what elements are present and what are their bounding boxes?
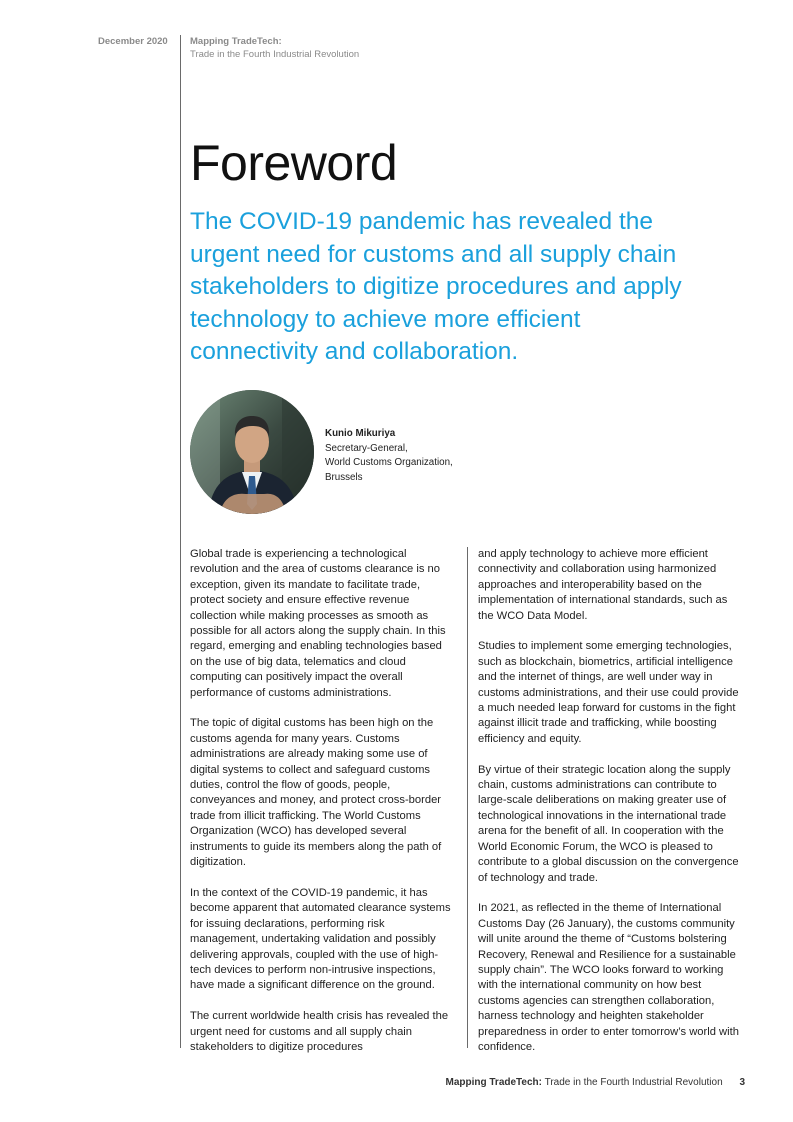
paragraph: By virtue of their strategic location along the supply chain, customs administrations can contribute to large-scale deliberations on making greater use of technological innovations in the international trade arena for the benefit of all. In cooperation with the World Economic Forum, the WCO is pleased to contribute to a global discussion on the convergence of technology and trade.	[478, 763, 739, 884]
paragraph: Studies to implement some emerging technologies, such as blockchain, biometrics, artificial intelligence and the internet of things, are well under way in customs administrations, and their use could provide a much needed leap forward for customs in the fight against illicit trade and trafficking, while boosting efficiency and equity.	[478, 640, 739, 745]
footer-title: Mapping TradeTech:	[445, 1077, 542, 1088]
footer-subtitle: Trade in the Fourth Industrial Revolution	[544, 1077, 723, 1088]
author-name: Kunio Mikuriya	[325, 428, 396, 439]
paragraph: The current worldwide health crisis has revealed the urgent need for customs and all supply chain stakeholders to digitize procedures	[190, 1010, 449, 1053]
page-title: Foreword	[190, 135, 398, 191]
header-subtitle: Trade in the Fourth Industrial Revolution	[190, 49, 360, 60]
page-number: 3	[739, 1077, 745, 1088]
paragraph: In 2021, as reflected in the theme of International Customs Day (26 January), the customs community will unite around the theme of “Customs bolstering Recovery, Renewal and Resilience for a sustainable supply chain”. The WCO looks forward to working with the international community on how best customs agencies can strengthen collaboration, harness technology and heighten stakeholder preparedness in order to enter tomorrow’s world with confidence.	[478, 902, 739, 1053]
author-block	[325, 427, 453, 485]
header-date: December 2020	[98, 36, 168, 47]
header-title: Mapping TradeTech:	[190, 36, 282, 47]
paragraph: The topic of digital customs has been high on the customs agenda for many years. Customs administrations are already making some use of digital systems to collect and safeguard customs duties, control the flow of goods, people, conveyances and money, and protect cross-border trade from illicit trafficking. The World Customs Organization (WCO) has developed several instruments to guide its members along the path of digitization.	[190, 717, 442, 869]
author-org: World Customs Organization,	[325, 457, 453, 468]
body-column-right	[478, 547, 740, 1071]
paragraph: and apply technology to achieve more efficient connectivity and collaboration using harmonized approaches and interoperability based on the implementation of international standards, such as the WCO Data Model.	[478, 548, 728, 622]
author-city: Brussels	[325, 471, 363, 483]
lede-quote: The COVID-19 pandemic has revealed the urgent need for customs and all supply chain stakeholders to digitize procedures and apply technology to achieve more efficient connectivity and collaboration.	[190, 208, 682, 365]
vertical-rule	[180, 35, 181, 1048]
paragraph: Global trade is experiencing a technological revolution and the area of customs clearance is no exception, given its mandate to facilitate trade, protect society and ensure effective revenue collection while making processes as smooth as possible for all actors along the supply chain. In this regard, emerging and enabling technologies based on the use of big data, telematics and cloud computing can positively impact the overall performance of customs administrations.	[190, 548, 446, 699]
page-footer	[445, 1077, 745, 1088]
paragraph: In the context of the COVID-19 pandemic, it has become apparent that automated clearance systems for issuing declarations, performing risk management, undertaking validation and possibly delivering approvals, coupled with the use of high-tech devices to perform non-intrusive inspections, have made a significant difference on the ground.	[190, 886, 451, 992]
column-divider	[467, 547, 468, 1048]
author-role: Secretary-General,	[325, 442, 408, 454]
author-photo	[190, 390, 314, 514]
body-column-left	[190, 547, 452, 1071]
